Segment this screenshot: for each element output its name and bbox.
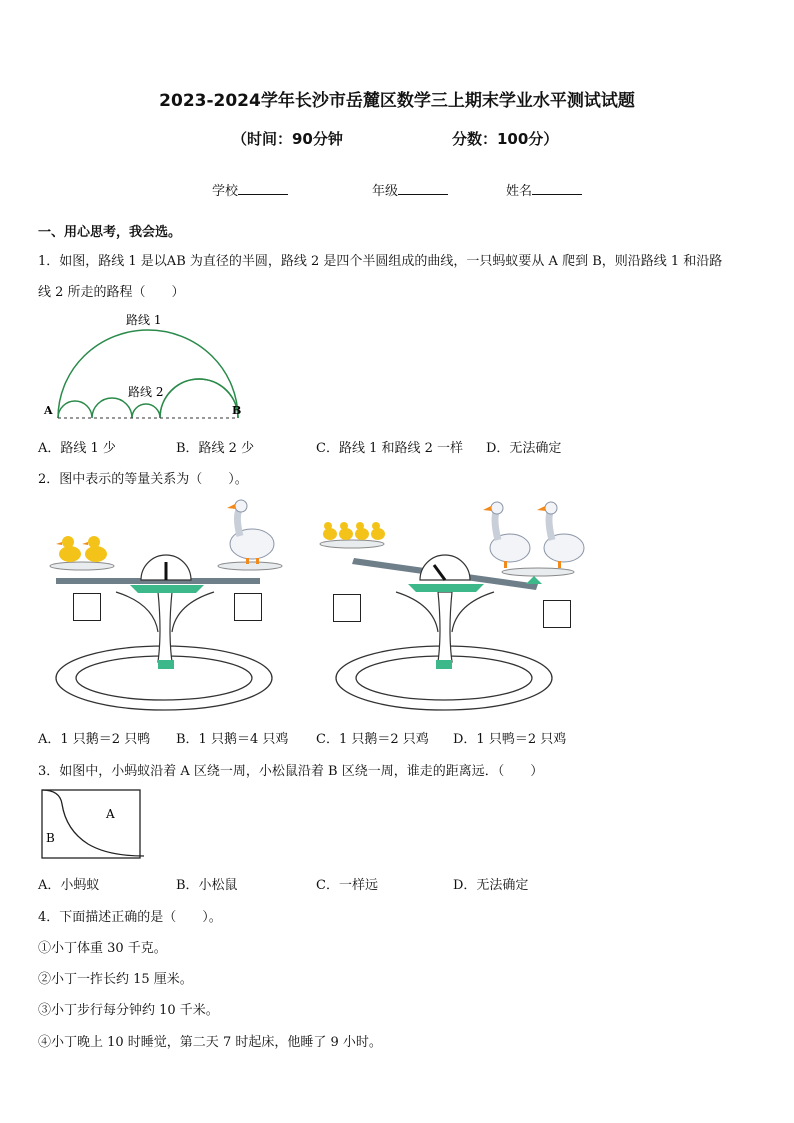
duck-1	[56, 536, 81, 562]
region-a-label: A	[106, 807, 115, 821]
q2-text: 2．图中表示的等量关系为（ ）。	[38, 472, 248, 487]
goose	[227, 500, 274, 564]
q2-option-c[interactable]: C．1 只鹅＝2 只鸡	[316, 732, 429, 747]
name-field	[506, 180, 582, 199]
chick-3	[355, 522, 369, 540]
answer-box-right-1[interactable]	[333, 594, 361, 622]
q1-route-figure	[38, 308, 258, 426]
scale-arm-right	[172, 592, 214, 632]
region-border	[42, 790, 140, 858]
name-label: 姓名	[506, 184, 533, 199]
scale-pan-right	[218, 562, 282, 570]
route2-label: 路线 2	[128, 385, 164, 399]
scale-foot	[436, 660, 452, 669]
q3-option-d[interactable]: D．无法确定	[453, 878, 529, 893]
answer-box-left-1[interactable]	[73, 593, 101, 621]
chick-1	[323, 522, 337, 540]
point-b-label: B	[232, 404, 242, 417]
q1-text-line1: 1．如图，路线 1 是以AB 为直径的半圆，路线 2 是四个半圆组成的曲线，一只蚂蚁要从 A 爬到 B，则沿路线 1 和沿路	[38, 254, 723, 269]
q3-option-b[interactable]: B．小松鼠	[176, 878, 238, 893]
q2-option-a[interactable]: A．1 只鹅＝2 只鸭	[38, 732, 151, 747]
point-a-label: A	[44, 404, 53, 417]
q4-text: 4．下面描述正确的是（ ）。	[38, 910, 222, 925]
q1-text-line2: 线 2 所走的路程（ ）	[38, 285, 185, 300]
route2-arc-last	[160, 379, 238, 418]
scale-arm-right	[452, 592, 494, 632]
region-b-label: B	[46, 831, 55, 845]
exam-score: 分数：100分）	[452, 130, 559, 148]
q1-option-b[interactable]: B．路线 2 少	[176, 441, 255, 456]
q4-item-2[interactable]: ②小丁一拃长约 15 厘米。	[38, 972, 193, 987]
school-blank[interactable]	[238, 182, 288, 195]
answer-box-left-2[interactable]	[234, 593, 262, 621]
route1-label: 路线 1	[126, 313, 162, 327]
scale-stem	[158, 592, 172, 662]
page-title: 2023-2024学年长沙市岳麓区数学三上期末学业水平测试试题	[159, 91, 635, 111]
scale-mount	[408, 584, 484, 592]
scale-mount	[130, 585, 204, 593]
duck-2	[82, 536, 107, 562]
q2-option-b[interactable]: B．1 只鹅＝4 只鸡	[176, 732, 289, 747]
chick-4	[371, 522, 385, 540]
scale-pan-left	[50, 562, 114, 570]
q4-item-4[interactable]: ④小丁晚上 10 时睡觉，第二天 7 时起床，他睡了 9 小时。	[38, 1035, 382, 1050]
q3-option-c[interactable]: C．一样远	[316, 878, 378, 893]
chick-2	[339, 522, 353, 540]
q4-item-3[interactable]: ③小丁步行每分钟约 10 千米。	[38, 1003, 219, 1018]
name-blank[interactable]	[532, 182, 582, 195]
q3-region-figure	[38, 786, 146, 862]
q2-option-d[interactable]: D．1 只鸭＝2 只鸡	[453, 732, 567, 747]
scale-dial	[420, 555, 470, 580]
grade-field	[372, 180, 448, 199]
q1-option-a[interactable]: A．路线 1 少	[38, 441, 116, 456]
scale-arm-left	[116, 592, 158, 632]
goose-1	[483, 502, 530, 568]
scale-pan-left	[320, 540, 384, 548]
region-divider-curve	[42, 790, 144, 856]
grade-label: 年级	[372, 184, 399, 199]
scale-pan-right	[502, 568, 574, 576]
q3-text: 3．如图中，小蚂蚁沿着 A 区绕一周，小松鼠沿着 B 区绕一周，谁走的距离远．（ ）	[38, 764, 544, 779]
section-heading: 一、用心思考，我会选。	[38, 225, 182, 240]
school-label: 学校	[212, 184, 239, 199]
q3-option-a[interactable]: A．小蚂蚁	[38, 878, 100, 893]
q1-option-d[interactable]: D．无法确定	[486, 441, 562, 456]
route2-arc-left	[58, 398, 132, 418]
scale-tip	[526, 576, 542, 584]
answer-box-right-2[interactable]	[543, 600, 571, 628]
scale-foot	[158, 660, 174, 669]
school-field	[212, 180, 288, 199]
q1-option-c[interactable]: C．路线 1 和路线 2 一样	[316, 441, 464, 456]
scale-arm-left	[396, 592, 438, 632]
q4-item-1[interactable]: ①小丁体重 30 千克。	[38, 941, 167, 956]
grade-blank[interactable]	[398, 182, 448, 195]
scale-stem	[438, 592, 452, 662]
exam-time: （时间：90分钟	[232, 130, 343, 148]
goose-2	[537, 502, 584, 568]
